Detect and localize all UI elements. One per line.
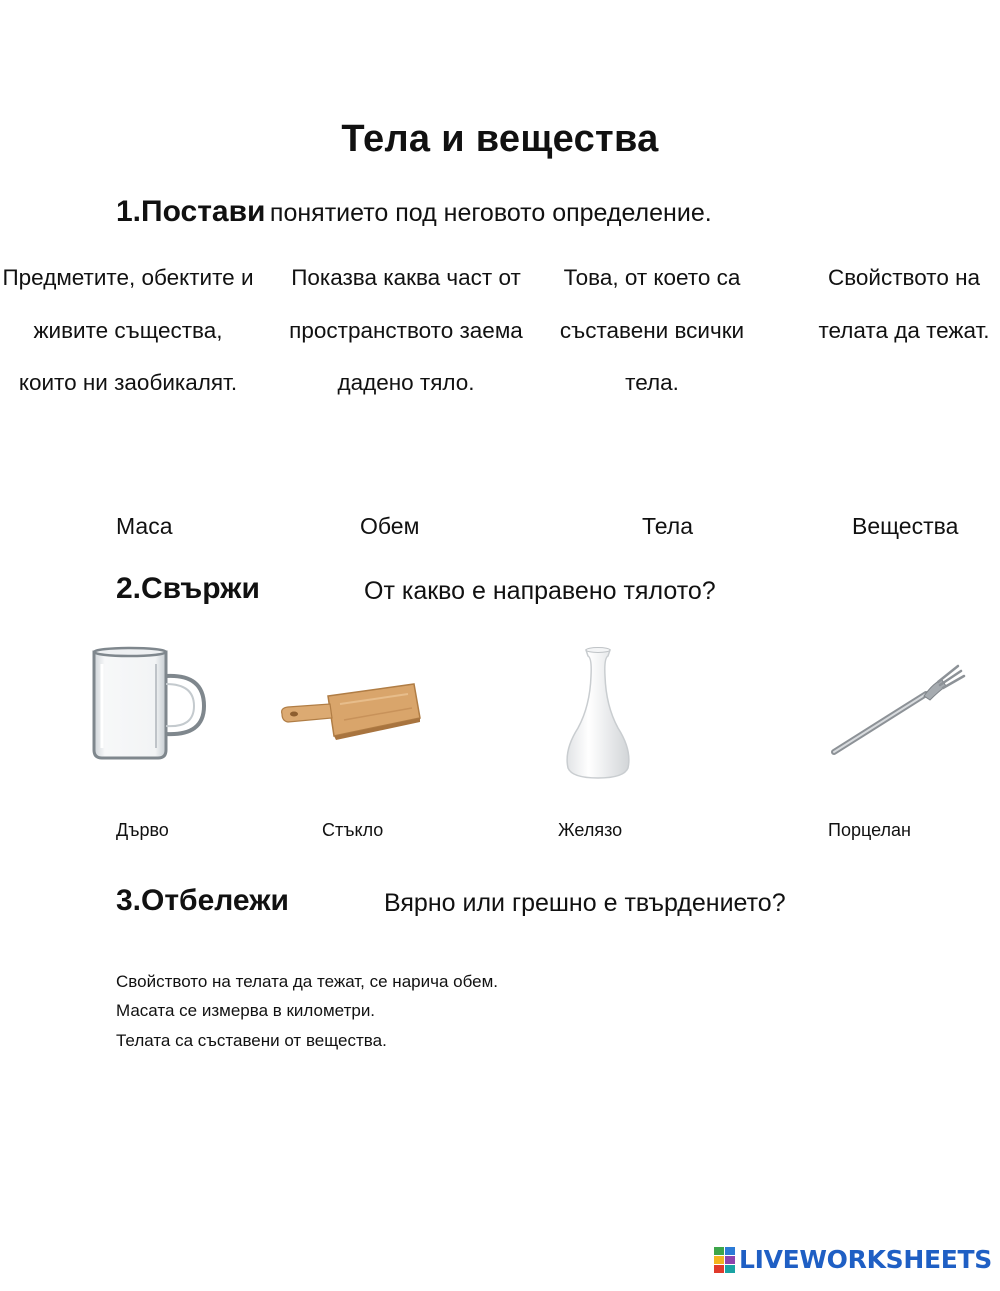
glass-mug-icon <box>86 644 212 764</box>
statement-3: Телата са съставени от вещества. <box>116 1031 387 1050</box>
task1-heading <box>116 195 712 229</box>
word-option-obem[interactable]: Обем <box>360 513 420 539</box>
vase-icon <box>560 646 636 782</box>
fork-icon <box>826 660 968 760</box>
task1-instruction: понятието под неговото определение. <box>269 199 712 227</box>
statement-1: Свойството на телата да тежат, се нарича обем. <box>116 972 499 991</box>
definition-4: Свойството на телата да тежат. <box>818 265 990 343</box>
task3-number: 3.Отбележи <box>116 884 289 917</box>
liveworksheets-logo-icon <box>714 1247 736 1273</box>
material-option-zhelyazo[interactable]: Желязо <box>558 820 623 840</box>
definition-3: Това, от което са съставени всички тела. <box>559 265 745 395</box>
definition-2: Показва каква част от пространството заема дадено тяло. <box>289 265 523 395</box>
cutting-board-icon <box>278 680 422 740</box>
statement-2: Масата се измерва в километри. <box>116 1001 376 1020</box>
definition-1: Предметите, обектите и живите същества, които ни заобикалят. <box>2 265 254 395</box>
liveworksheets-logo[interactable] <box>714 1247 992 1273</box>
word-option-tela[interactable]: Тела <box>642 513 693 539</box>
material-option-darvo[interactable]: Дърво <box>116 820 169 840</box>
material-option-staklo[interactable]: Стъкло <box>322 820 384 840</box>
task3-instruction: Вярно или грешно е твърдението? <box>384 889 786 917</box>
task2-number: 2.Свържи <box>116 572 260 605</box>
word-option-masa[interactable]: Маса <box>116 513 173 539</box>
material-option-porcelan[interactable]: Порцелан <box>828 820 911 840</box>
task1-number: 1.Постави <box>116 195 266 228</box>
task2-instruction: От какво е направено тялото? <box>364 577 716 605</box>
page-title: Тела и вещества <box>341 118 659 160</box>
word-option-veshtestva[interactable]: Вещества <box>852 513 959 539</box>
liveworksheets-logo-text: LIVEWORKSHEETS <box>738 1245 992 1274</box>
